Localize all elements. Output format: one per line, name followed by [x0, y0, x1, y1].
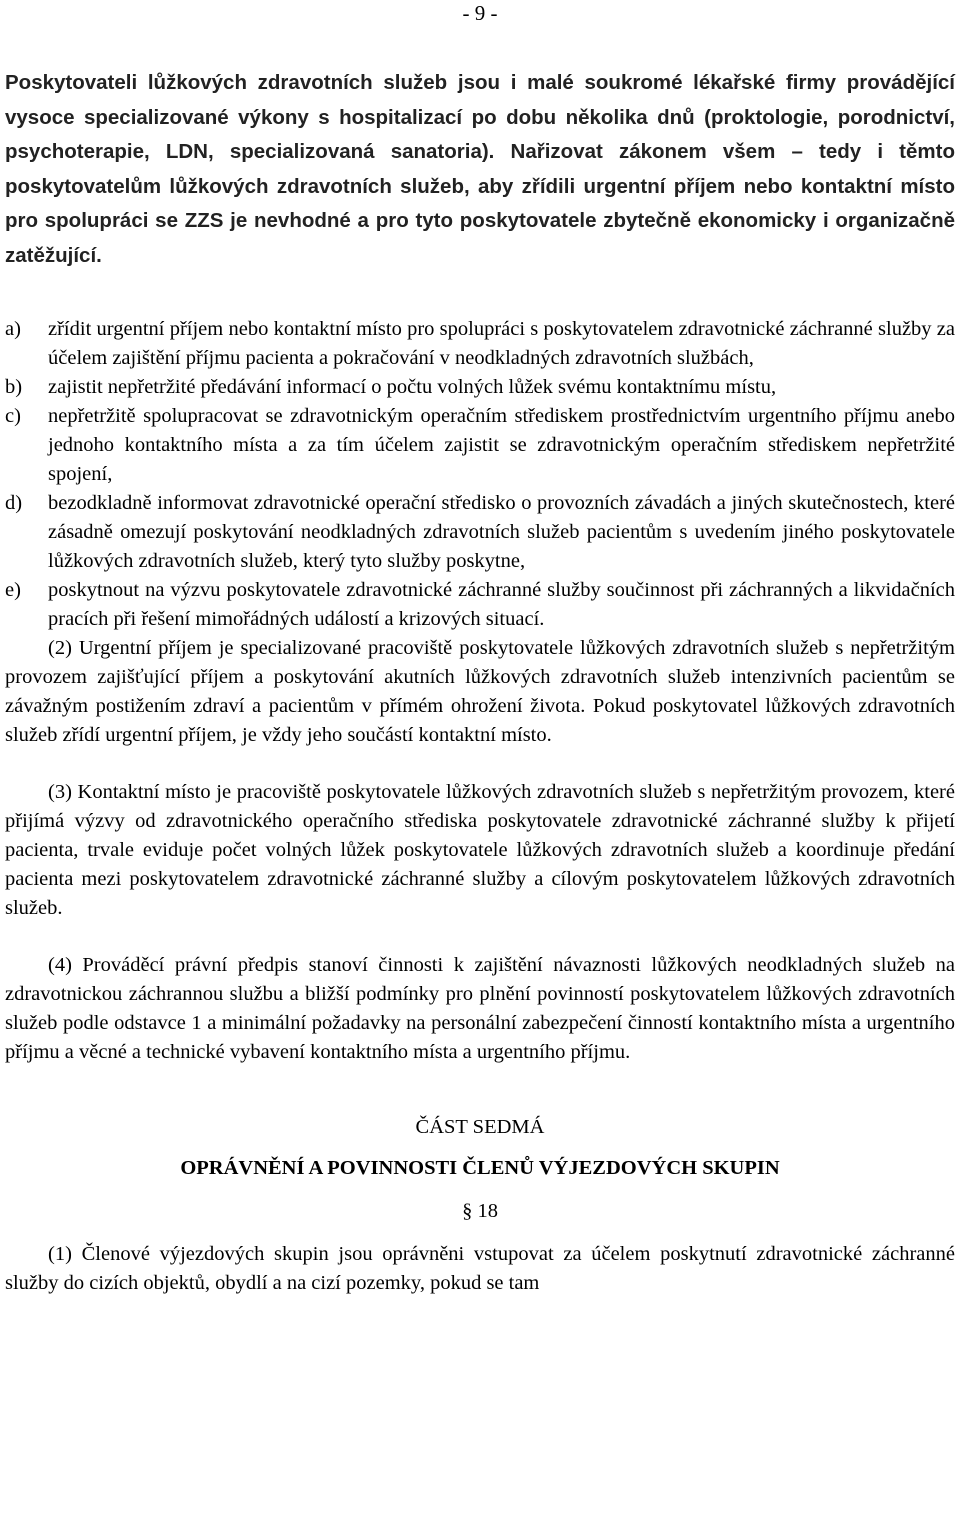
paragraph-2: (2) Urgentní příjem je specializované pracoviště poskytovatele lůžkových zdravotních služeb s nepřetržitým provozem zajišťující příjem a poskytování akutních lůžkových zdravotních služeb intenzivních pacientům se závažným postižením zdraví a pacientům v přímém ohrožení života. Pokud poskytovatel lůžkových zdravotních služeb zřídí urgentní příjem, je vždy jeho součástí kontaktní místo. [5, 637, 955, 746]
list-item-text: nepřetržitě spolupracovat se zdravotnickým operačním střediskem prostřednictvím urgentního příjmu anebo jednoho kontaktního místa a za tím účelem zajistit se zdravotnickým operačním střediskem nepřetržité spojení, [48, 405, 955, 485]
part-title: ČÁST SEDMÁ [415, 1116, 545, 1138]
paragraph-18-1: (1) Členové výjezdových skupin jsou oprávněni vstupovat za účelem poskytnutí zdravotnické záchranné služby do cizích objektů, obydlí a na cizí pozemky, pokud se tam [5, 1243, 955, 1294]
paragraph-4: (4) Prováděcí právní předpis stanoví činnosti k zajištění návaznosti lůžkových neodkladných služeb na zdravotnickou záchrannou službu a bližší podmínky pro plnění povinností poskytovatelem lůžkových zdravotních služeb podle odstavce 1 a minimální požadavky na personální zabezpečení činností kontaktního místa a urgentního příjmu a věcné a technické vybavení kontaktního místa a urgentního příjmu. [5, 954, 955, 1063]
list-item [5, 576, 955, 634]
section-mark: § 18 [462, 1200, 498, 1222]
list-marker: e) [5, 579, 21, 601]
list-marker: d) [5, 492, 23, 514]
obligations-list [5, 315, 955, 634]
list-marker: a) [5, 318, 21, 340]
paragraph-3: (3) Kontaktní místo je pracoviště poskytovatele lůžkových zdravotních služeb s nepřetržitým provozem, které přijímá výzvy od zdravotnického operačního střediska poskytovatele zdravotnické záchranné služby k přijetí pacienta, trvale eviduje počet volných lůžek poskytovatele lůžkových zdravotních služeb a koordinuje předání pacienta mezi poskytovatelem zdravotnické záchranné služby a cílovým poskytovatelem lůžkových zdravotních služeb. [5, 781, 955, 919]
list-item-text: poskytnout na výzvu poskytovatele zdravotnické záchranné služby součinnost při záchranných a likvidačních pracích při řešení mimořádných událostí a krizových situací. [48, 579, 955, 630]
list-item-text: zajistit nepřetržité předávání informací o počtu volných lůžek svému kontaktnímu místu, [48, 376, 777, 398]
list-marker: b) [5, 376, 23, 398]
list-marker: c) [5, 405, 21, 427]
list-item-text: bezodkladně informovat zdravotnické operační středisko o provozních závadách a jiných skutečnostech, které zásadně omezují poskytování neodkladných zdravotních služeb pacientům s uvedením jiného poskytovatele lůžkových zdravotních služeb, který tyto služby poskytne, [48, 492, 955, 572]
list-item [5, 315, 955, 373]
comment-note: Poskytovateli lůžkových zdravotních služeb jsou i malé soukromé lékařské firmy provádějící vysoce specializované výkony s hospitalizací po dobu několika dnů (proktologie, porodnictví, psychoterapie, LDN, specializovaná sanatoria). Nařizovat zákonem všem – tedy i těmto poskytovatelům lůžkových zdravotních služeb, aby zřídili urgentní příjem nebo kontaktní místo pro spolupráci se ZZS je nevhodné a pro tyto poskytovatele zbytečně ekonomicky i organizačně zatěžující. [5, 71, 955, 267]
part-heading: OPRÁVNĚNÍ A POVINNOSTI ČLENŮ VÝJEZDOVÝCH SKUPIN [180, 1157, 780, 1179]
list-item [5, 402, 955, 489]
page-number: - 9 - [462, 1, 498, 25]
document-page [5, 0, 955, 1298]
list-item [5, 489, 955, 576]
list-item-text: zřídit urgentní příjem nebo kontaktní místo pro spolupráci s poskytovatelem zdravotnické záchranné služby za účelem zajištění příjmu pacienta a pokračování v neodkladných zdravotních službách, [48, 318, 955, 369]
list-item [5, 373, 955, 402]
